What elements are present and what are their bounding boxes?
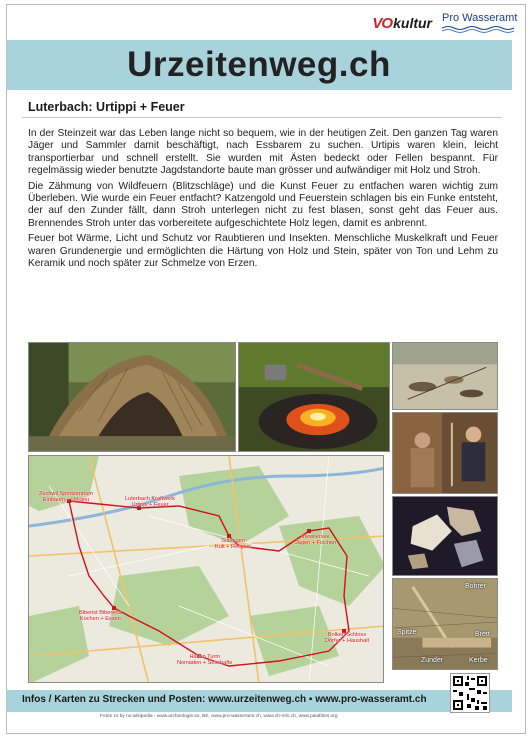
notch-label: Kerbe bbox=[469, 657, 488, 664]
vo-mark: VO bbox=[372, 14, 393, 32]
station-subtitle: Luterbach: Urtippi + Feuer bbox=[28, 100, 185, 114]
map-label-biberist: Biberist Biberena Kochen + Essen bbox=[79, 610, 122, 623]
kultur-wordmark: kultur bbox=[393, 15, 432, 31]
map-label-halten: Halten Turm Nomaden + Sesshafte bbox=[177, 654, 233, 667]
map-label-luterbach: Luterbach Kraftwerk Urtippi + Feuer bbox=[125, 496, 176, 509]
sponsor-logos bbox=[372, 10, 518, 36]
vo-kultur-logo bbox=[372, 15, 432, 32]
tinder-label: Zunder bbox=[421, 657, 444, 664]
map-label-inkwilersee: Inkwilersee Jägen + Fischen bbox=[295, 534, 337, 547]
map-label-bolken: Bolken Schloss Dörfer + Haushalt bbox=[325, 632, 369, 645]
flint-pyrite-photo bbox=[392, 496, 498, 576]
paragraph: In der Steinzeit war das Leben lange nicht so bequem, wie in der heutigen Zeit. Den ganzen Tag waren Jäger und Sammler damit beschäftigt, nach Essbarem zu suchen. Urtipis waren klein, leicht transportierbar und schnell erstellt. Sie wurden mit Ästen bedeckt oder Fellen bespannt. Für regelmässig wieder benutzte Jagdstandorte baute man grösser und aufwändiger mit Holz und Stroh. bbox=[28, 128, 498, 177]
page-title: Urzeitenweg.ch bbox=[127, 45, 391, 84]
map-label-zuchwil: Zuchwil Sportzentrum Einbaum + Urkanu bbox=[39, 491, 94, 504]
route-map bbox=[28, 455, 384, 683]
qr-code-icon bbox=[451, 674, 489, 712]
tip-label: Spitze bbox=[397, 629, 417, 636]
wave-icon bbox=[442, 25, 518, 34]
stone-tools-photo bbox=[392, 342, 498, 410]
board-label: Brett bbox=[475, 631, 490, 638]
drill-label: Bohrer bbox=[465, 583, 487, 590]
map-label-subingen: Subingen Kult + Religion bbox=[215, 538, 252, 551]
body-text bbox=[28, 128, 498, 273]
paragraph: Feuer bot Wärme, Licht und Schutz vor Raubtieren und Insekten. Menschliche Muskelkraft und Feuer waren Grundenergie und ermöglichten die Härtung von Holz und Stein, später von Ton und Lehm zu Keramik und noch später zur Schmelze von Erzen. bbox=[28, 233, 498, 270]
fire-drill-diagram-photo bbox=[392, 578, 498, 670]
divider bbox=[22, 117, 502, 118]
paragraph: Die Zähmung von Wildfeuern (Blitzschläge) und die Kunst Feuer zu entfachen waren wichtig zum Überleben. Wie wurde ein Feuer entfacht? Katzengold und Feuerstein schlagen bis ein Funke entsteht, der auf den Zunder fällt, dann Stroh unterlegen nicht zu fest blasen, sonst geht das Feuer aus. Brennendes Stroh unter das vorbereitete aufgeschichtete Holz legen, damit es anbrennt. bbox=[28, 180, 498, 229]
fire-forge-photo bbox=[238, 342, 390, 452]
fire-drilling-people-photo bbox=[392, 412, 498, 494]
title-band bbox=[6, 40, 512, 90]
pro-wasseramt-logo bbox=[442, 12, 518, 34]
footer-info: Infos / Karten zu Strecken und Posten: www.urzeitenweg.ch ▪ www.pro-wasseramt.ch bbox=[22, 694, 427, 705]
pro-wasseramt-wordmark: Pro Wasseramt bbox=[442, 12, 518, 24]
photo-credits: Fotos zo by no wikipedia - www.archeologie.so, BE, www.pro-wasseramt.ch, www.ch-mfo.ch, www.palafittes.org bbox=[100, 714, 338, 719]
qr-code[interactable] bbox=[450, 673, 490, 713]
thatched-hut-photo bbox=[28, 342, 236, 452]
